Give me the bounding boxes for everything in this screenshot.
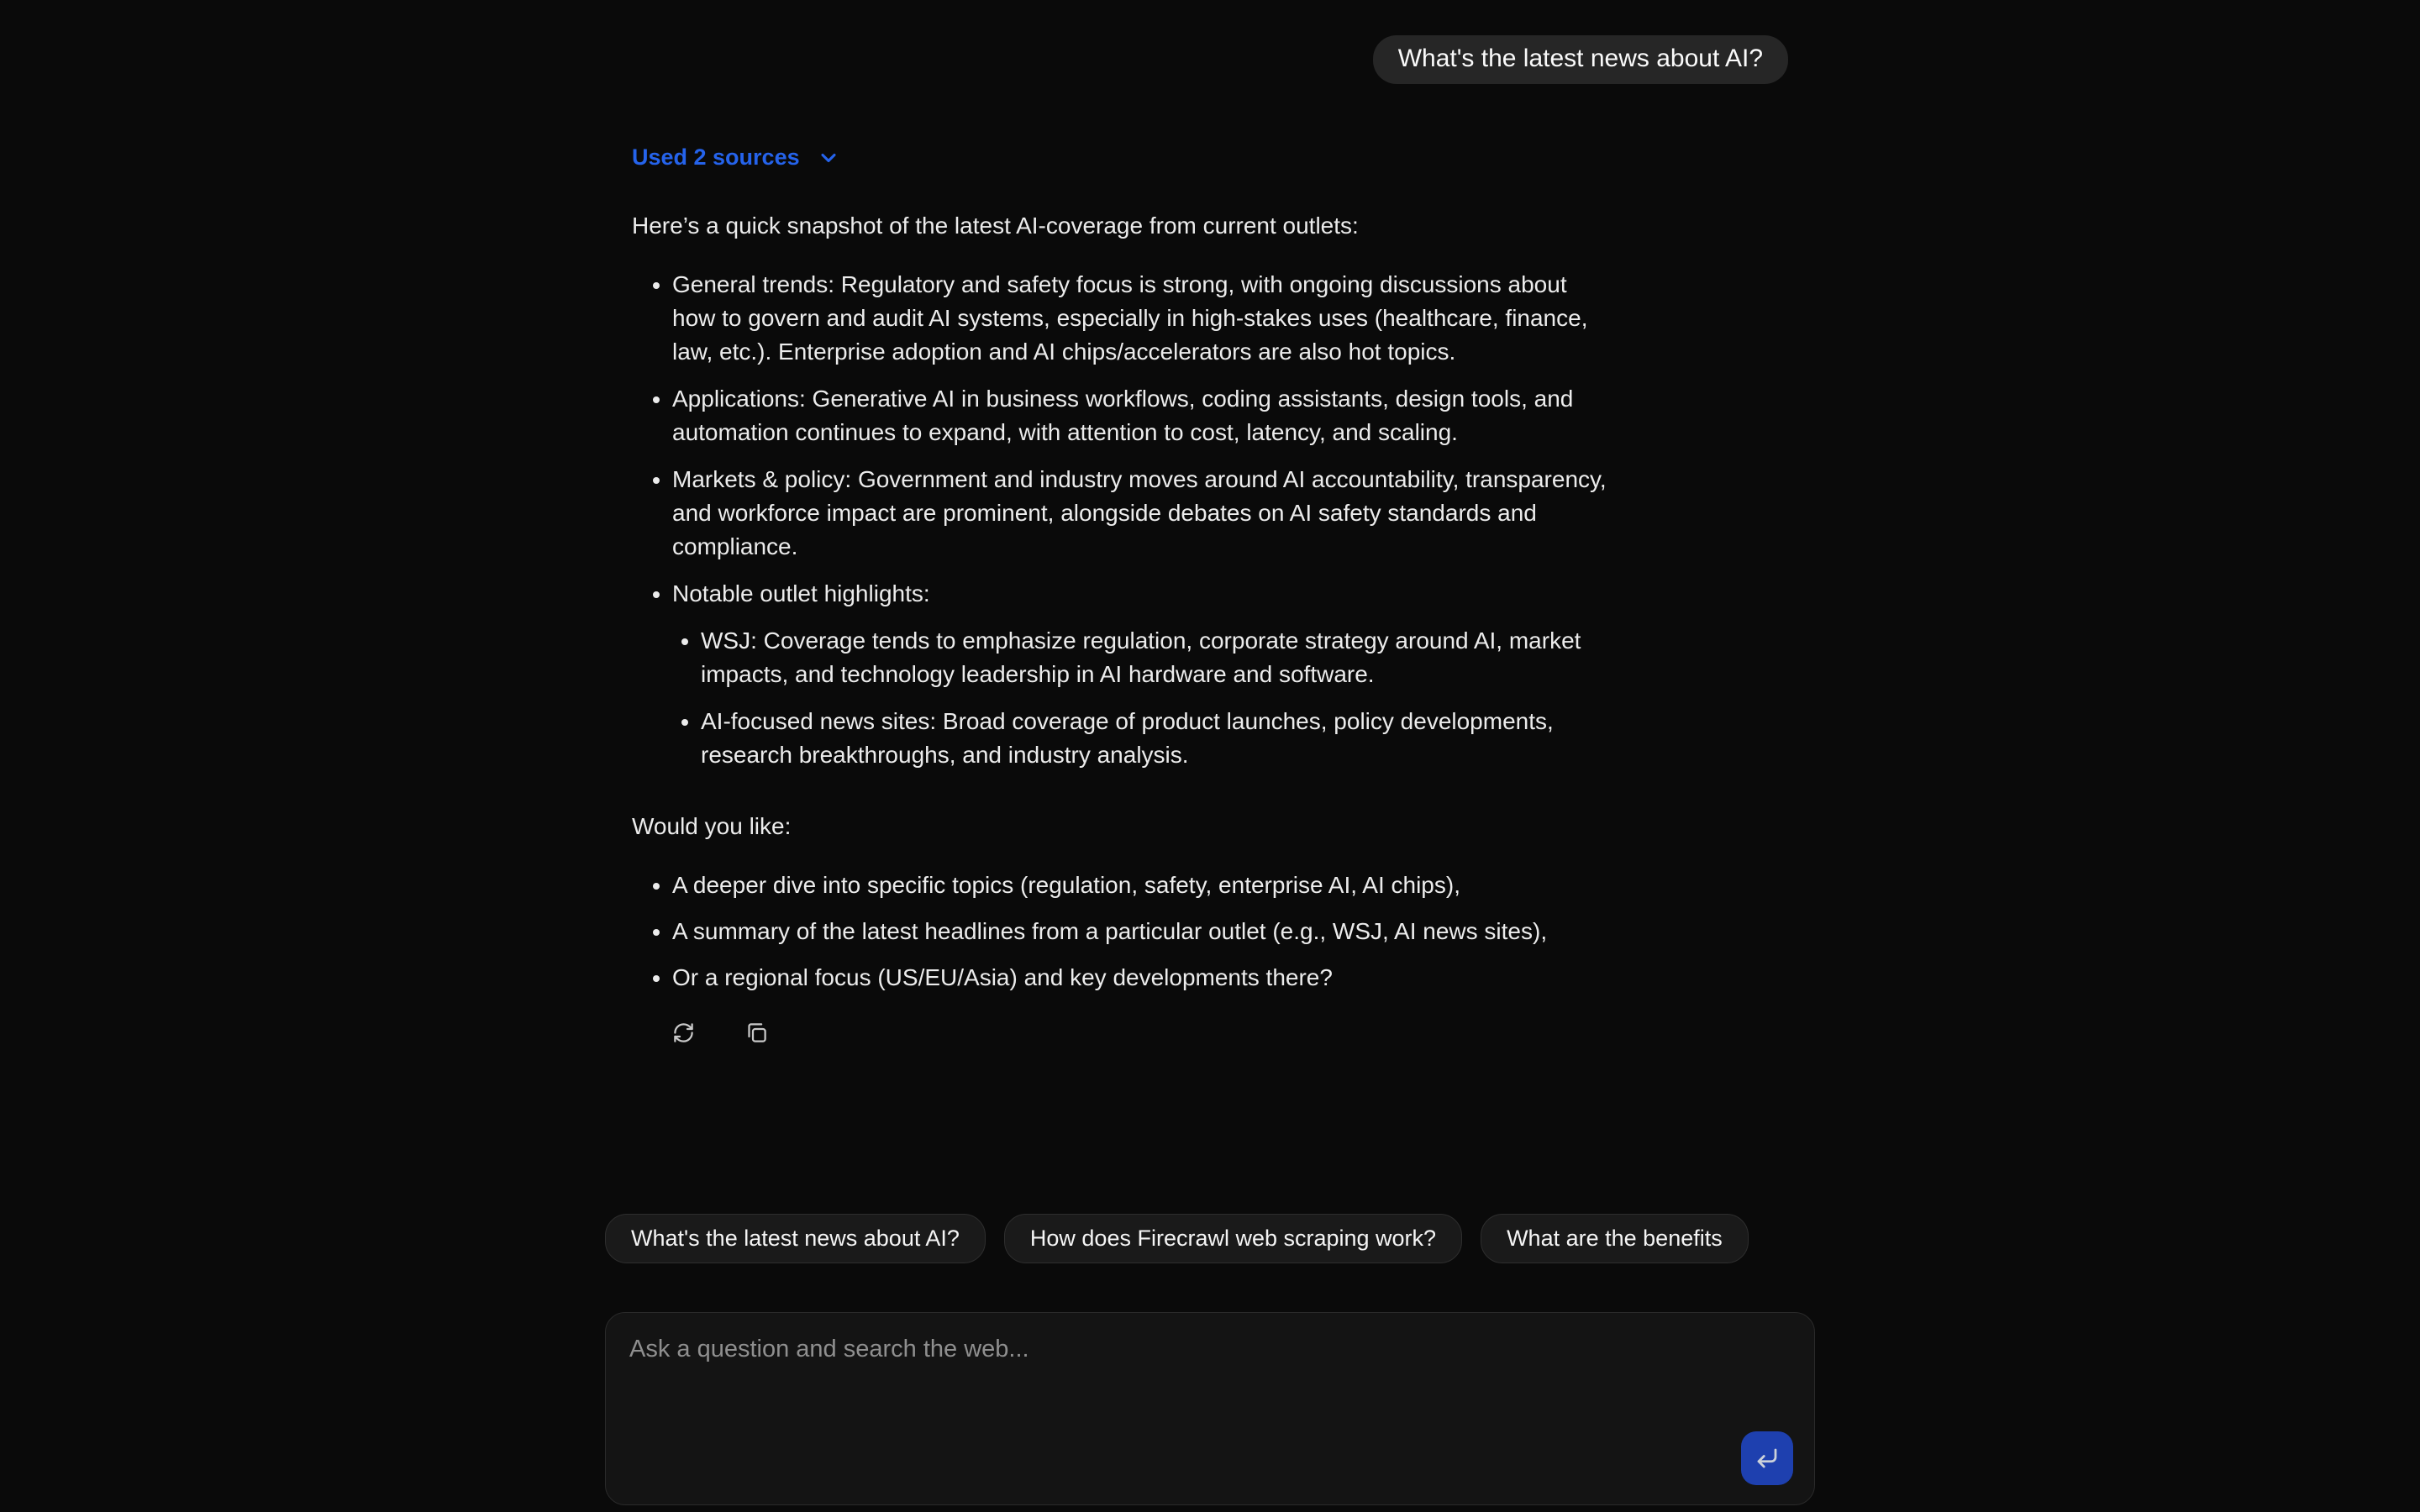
list-item: • Or a regional focus (US/EU/Asia) and key developments there? xyxy=(672,961,1615,995)
question-composer xyxy=(605,1312,1815,1505)
list-item: • General trends: Regulatory and safety focus is strong, with ongoing discussions about how to govern and audit AI systems, especially in high-stakes uses (healthcare, finance, law, etc.). Enterprise adoption and AI chips/accelerators are also hot topics. xyxy=(672,268,1615,369)
composer-area xyxy=(605,1214,1815,1505)
user-message-bubble: What's the latest news about AI? xyxy=(1373,35,1788,84)
message-thread xyxy=(605,35,1815,1047)
answer-intro: Here’s a quick snapshot of the latest AI-coverage from current outlets: xyxy=(632,213,1359,239)
copy-button[interactable] xyxy=(742,1018,771,1047)
suggestion-chips-row xyxy=(605,1214,1815,1263)
regenerate-button[interactable] xyxy=(669,1018,698,1047)
followup-prompt: Would you like: xyxy=(632,813,792,839)
followup-bullet-list xyxy=(632,869,1615,995)
list-item: • A summary of the latest headlines from a particular outlet (e.g., WSJ, AI news sites), xyxy=(672,915,1615,948)
question-input[interactable] xyxy=(606,1313,1814,1504)
list-item: • Markets & policy: Government and industry moves around AI accountability, transparency, and workforce impact are prominent, alongside debates on AI safety standards and compliance. xyxy=(672,463,1615,564)
chat-column xyxy=(605,35,1815,1512)
user-message-row xyxy=(632,35,1788,84)
suggestion-chip[interactable]: What's the latest news about AI? xyxy=(605,1214,986,1263)
list-item xyxy=(672,577,1615,772)
list-item: • WSJ: Coverage tends to emphasize regulation, corporate strategy around AI, market impacts, and technology leadership in AI hardware and software. xyxy=(701,624,1615,691)
answer-sub-bullet-list xyxy=(672,624,1615,772)
list-item: • A deeper dive into specific topics (regulation, safety, enterprise AI, AI chips), xyxy=(672,869,1615,902)
used-sources-label: Used 2 sources xyxy=(632,144,800,170)
refresh-icon xyxy=(672,1021,695,1044)
assistant-message xyxy=(632,209,1615,1047)
list-item: • Applications: Generative AI in business workflows, coding assistants, design tools, and automation continues to expand, with attention to cost, latency, and scaling. xyxy=(672,382,1615,449)
message-actions xyxy=(632,1018,1615,1047)
copy-icon xyxy=(745,1021,768,1044)
answer-bullet-list xyxy=(632,268,1615,772)
used-sources-toggle[interactable] xyxy=(632,144,840,171)
list-item: • AI-focused news sites: Broad coverage of product launches, policy developments, research breakthroughs, and industry analysis. xyxy=(701,705,1615,772)
suggestion-chip[interactable]: What are the benefits xyxy=(1481,1214,1749,1263)
chevron-down-icon xyxy=(817,146,840,170)
submit-button[interactable] xyxy=(1741,1431,1793,1485)
suggestion-chip[interactable]: How does Firecrawl web scraping work? xyxy=(1004,1214,1462,1263)
list-item-text: Notable outlet highlights: xyxy=(672,580,930,606)
return-arrow-icon xyxy=(1754,1446,1780,1471)
